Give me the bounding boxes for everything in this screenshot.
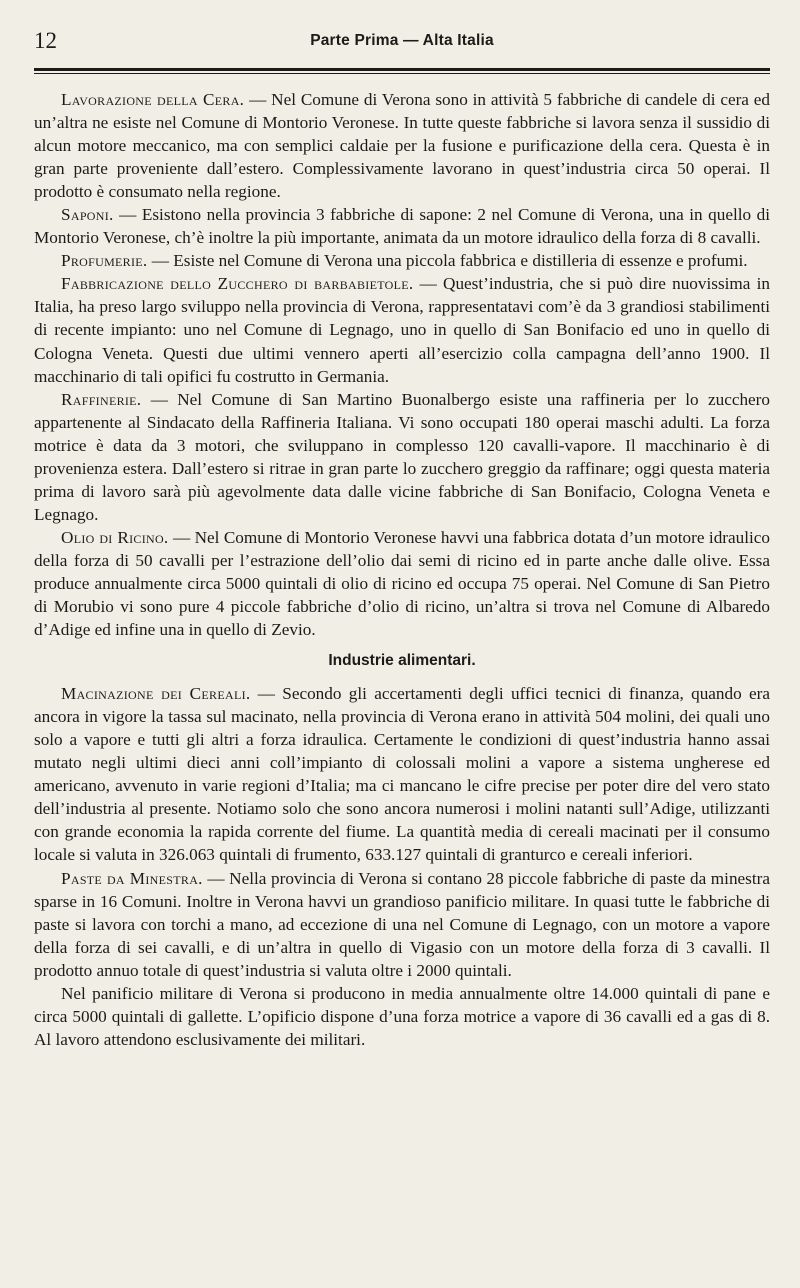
paragraph-military-bakery xyxy=(34,982,770,1051)
paragraph-lead: Raffinerie. xyxy=(61,389,142,409)
paragraph-text: — Nel Comune di San Martino Buonalbergo esiste una raffineria per lo zucchero appartenente al Sindacato della Raffineria Italiana. Vi sono occupati 180 operai maschi adulti. La forza motrice è data da 3 motori, che sviluppano in complesso 120 cavalli-vapore. Il macchinario è di provenienza estera. Dall’estero si ritrae in gran parte lo zucchero greggio da raffinare; oggi questa materia prima di lavoro sarà più agevolmente data dalle vicine fabbriche di San Bonifacio, Cologna Veneta e Legnago. xyxy=(34,389,770,524)
paragraph-text: — Nel Comune di Verona sono in attività 5 fabbriche di candele di cera ed un’altra ne esiste nel Comune di Montorio Veronese. In tutte queste fabbriche si lavora senza il sussidio di alcun motore meccanico, ma con semplici caldaie per la fusione e purificazione della cera. Questa è in gran parte proveniente dall’estero. Complessivamente lavorano in quest’industria circa 50 operai. Il prodotto è consumato nella regione. xyxy=(34,90,770,202)
paragraph-pasta xyxy=(34,867,770,982)
paragraph-lead: Saponi. xyxy=(61,205,114,225)
section-heading: Industrie alimentari. xyxy=(328,652,476,670)
page-number: 12 xyxy=(34,28,57,53)
paragraph-text: — Esiste nel Comune di Verona una piccola fabbrica e distilleria di essenze e profumi. xyxy=(147,251,748,271)
paragraph-lead: Profumerie. xyxy=(61,251,148,271)
paragraph-refineries xyxy=(34,388,770,526)
paragraph-perfume xyxy=(34,249,770,272)
paragraph-lead: Paste da Minestra. xyxy=(61,868,203,888)
body-text xyxy=(34,88,770,1051)
running-title: Parte Prima — Alta Italia xyxy=(310,32,494,49)
paragraph-grain-milling xyxy=(34,682,770,866)
paragraph-lead: Macinazione dei Cereali. xyxy=(61,684,251,704)
paragraph-lead: Lavorazione della Cera. xyxy=(61,90,245,109)
paragraph-text: — Quest’industria, che si può dire nuovissima in Italia, ha preso largo sviluppo nella provincia di Verona, rappresentatavi com’è da 3 grandiosi stabilimenti di recente impianto: uno nel Comune di Legnago, uno in quello di San Bonifacio ed uno in quello di Cologna Veneta. Questi due ultimi vennero aperti all’esercizio colla campagna dell’anno 1900. Il macchinario di tali opifici fu costrutto in Germania. xyxy=(34,274,770,386)
paragraph-text: — Nel Comune di Montorio Veronese havvi una fabbrica dotata d’un motore idraulico della forza di 50 cavalli per l’estrazione dell’olio dai semi di ricino ed in parte anche dalle olive. Essa produce annualmente circa 5000 quintali di olio di ricino ed occupa 75 operai. Nel Comune di San Pietro di Morubio vi sono pure 4 piccole fabbriche d’olio di ricino, un’altra si trova nel Comune di Albaredo d’Adige ed infine una in quello di Zevio. xyxy=(34,527,771,640)
paragraph-castor-oil xyxy=(34,526,770,641)
paragraph-text: — Secondo gli accertamenti degli uffici tecnici di finanza, quando era ancora in vigore la tassa sul macinato, nella provincia di Verona erano in attività 504 molini, dei quali uno solo a vapore e tutti gli altri a forza idraulica. Certamente le condizioni di quest’industria hanno assai mutato negli ultimi dieci anni coll’impianto di colossali molini a vapore a sistema ungherese ed americano, avvenuto in varie regioni d’Italia; ma ci mancano le cifre precise per poter dire del vero stato dell’industria al presente. Notiamo solo che sono ancora numerosi i molini natanti sull’Adige, utilizzanti con grande economia la rapida corrente del fiume. La quantità media di cereali macinati per il consumo locale si valuta in 326.063 quintali di frumento, 633.127 quintali di granturco e cereali inferiori. xyxy=(34,684,770,865)
paragraph-text: — Esistono nella provincia 3 fabbriche di sapone: 2 nel Comune di Verona, una in quello di Montorio Veronese, ch’è inoltre la più importante, animata da un motore idraulico della forza di 8 cavalli. xyxy=(34,205,770,248)
paragraph-soap xyxy=(34,203,770,249)
header-rule xyxy=(34,68,770,74)
paragraph-wax xyxy=(34,88,770,203)
paragraph-lead: Fabbricazione dello Zucchero di barbabietole. xyxy=(61,274,414,294)
paragraph-text: Nel panificio militare di Verona si producono in media annualmente oltre 14.000 quintali di pane e circa 5000 quintali di gallette. L’opificio dispone d’una forza motrice a vapore di 36 cavalli ed a gas di 8. Al lavoro attendono esclusivamente dei militari. xyxy=(34,983,770,1049)
page-header xyxy=(34,0,770,62)
paragraph-text: — Nella provincia di Verona si contano 28 piccole fabbriche di paste da minestra sparse in 16 Comuni. Inoltre in Verona havvi un grandioso panificio militare. In quasi tutte le fabbriche di paste si lavora con torchi a mano, ad eccezione di una nel Comune di Legnago, con un motore a vapore della forza di sei cavalli, e di un’altra in quello di Vigasio con un motore della forza di 3 cavalli. Il prodotto annuo totale di quest’industria si valuta oltre i 2000 quintali. xyxy=(34,868,770,980)
paragraph-sugar xyxy=(34,272,770,387)
paragraph-lead: Olio di Ricino. xyxy=(61,527,169,547)
